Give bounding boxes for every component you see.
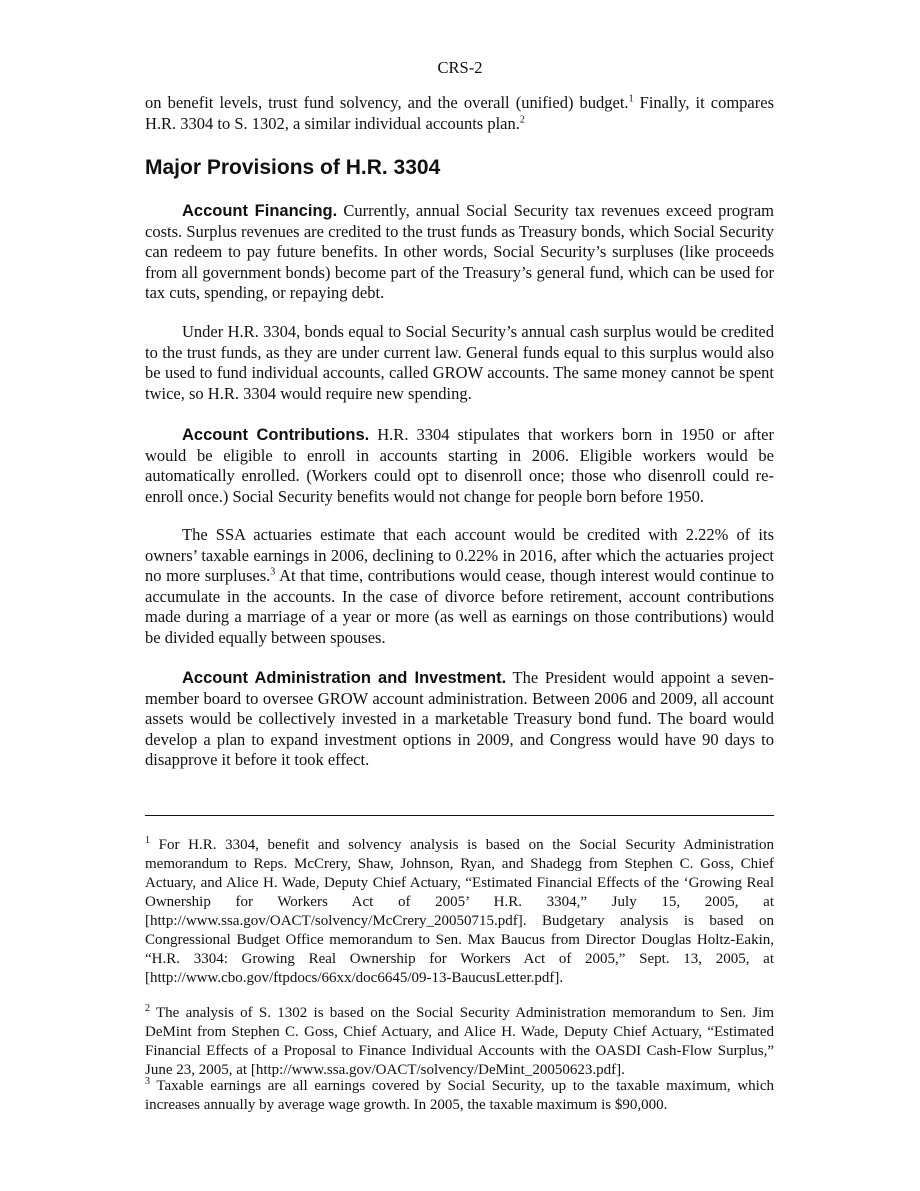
footnote-ref-2[interactable]: 2 [519,114,525,126]
contributions-text-2b: At that time, contributions would cease, though interest would continue to accumulate in the accounts. In the case of divorce before retirement, account contributions made during a marriage of a year or more (as well as earnings on those contributions) would be divided equally between spouses. [145,566,774,647]
administration-title: Account Administration and Investment. [182,669,507,687]
contributions-title: Account Contributions. [182,426,370,444]
footnote-3 [145,1077,774,1115]
contributions-text-2a: The SSA actuaries estimate that each account would be credited with 2.22% of its owners’ taxable earnings in 2006, declining to 0.22% in 2016, after which the actuaries project no more surpluses. [145,525,774,586]
footnote-2-text: The analysis of S. 1302 is based on the Social Security Administration memorandum to Sen. Jim DeMint from Stephen C. Goss, Chief Actuary, and Alice H. Wade, Deputy Chief Actuary, “Estimated Financial Effects of a Proposal to Finance Individual Accounts with the OASDI Cash-Flow Surplus,” June 23, 2005, at [http://www.ssa.gov/OACT/solvency/DeMint_20050623.pdf]. [145,1005,774,1078]
footnote-ref-3[interactable]: 3 [270,566,276,578]
footnote-1 [145,836,774,988]
financing-title: Account Financing. [182,202,338,220]
footnote-3-number: 3 [145,1076,150,1087]
contributions-paragraph-1 [145,425,774,507]
contributions-text-1: H.R. 3304 stipulates that workers born in 1950 or after would be eligible to enroll in accounts starting in 2006. Eligible workers would be automatically enrolled. (Workers could opt to disenroll once; those who disenroll could re-enroll once.) Social Security benefits would not change for people born before 1950. [145,425,774,506]
intro-text: on benefit levels, trust fund solvency, and the overall (unified) budget. [145,93,629,112]
footnote-1-text: For H.R. 3304, benefit and solvency analysis is based on the Social Security Administration memorandum to Reps. McCrery, Shaw, Johnson, Ryan, and Shadegg from Stephen C. Goss, Chief Actuary, and Alice H. Wade, Deputy Chief Actuary, “Estimated Financial Effects of the ‘Growing Real Ownership for Workers Act of 2005’ H.R. 3304,” July 15, 2005, at [http://www.ssa.gov/OACT/solvency/McCrery_20050715.pdf]. Budgetary analysis is based on Congressional Budget Office memorandum to Sen. Max Baucus from Director Douglas Holtz-Eakin, “H.R. 3304: Growing Real Ownership for Workers Act of 2005,” Sept. 13, 2005, at [http://www.cbo.gov/ftpdocs/66xx/doc6645/09-13-BaucusLetter.pdf]. [145,837,774,986]
contributions-paragraph-2 [145,525,774,649]
financing-paragraph-2: Under H.R. 3304, bonds equal to Social Security’s annual cash surplus would be credited to the trust funds, as they are under current law. General funds equal to this surplus would also be used to fund individual accounts, called GROW accounts. The same money cannot be spent twice, so H.R. 3304 would require new spending. [145,322,774,403]
section-heading: Major Provisions of H.R. 3304 [145,156,441,179]
administration-text: The President would appoint a seven-member board to oversee GROW account administration. Between 2006 and 2009, all account assets would be collectively invested in a marketable Treasury bond fund. The board would develop a plan to expand investment options in 2009, and Congress would have 90 days to disapprove it before it took effect. [145,668,775,770]
financing-paragraph-1 [145,201,774,304]
footnote-ref-1[interactable]: 1 [628,93,634,105]
footnote-3-text: Taxable earnings are all earnings covered by Social Security, up to the taxable maximum, which increases annually by average wage growth. In 2005, the taxable maximum is $90,000. [145,1078,774,1113]
administration-paragraph [145,668,774,771]
intro-text-2: Finally, it compares H.R. 3304 to S. 1302, a similar individual accounts plan. [145,93,774,133]
intro-paragraph [145,93,774,134]
footnote-2 [145,1004,774,1080]
footnote-2-number: 2 [145,1003,150,1014]
footnote-1-number: 1 [145,835,150,846]
financing-text-1: Currently, annual Social Security tax revenues exceed program costs. Surplus revenues are credited to the trust funds as Treasury bonds, which Social Security can redeem to pay future benefits. In other words, Social Security’s surpluses (like proceeds from all government bonds) become part of the Treasury’s general fund, which can be used for tax cuts, spending, or repaying debt. [145,201,774,303]
footnote-divider [145,815,774,816]
page-number-header: CRS-2 [437,58,483,77]
